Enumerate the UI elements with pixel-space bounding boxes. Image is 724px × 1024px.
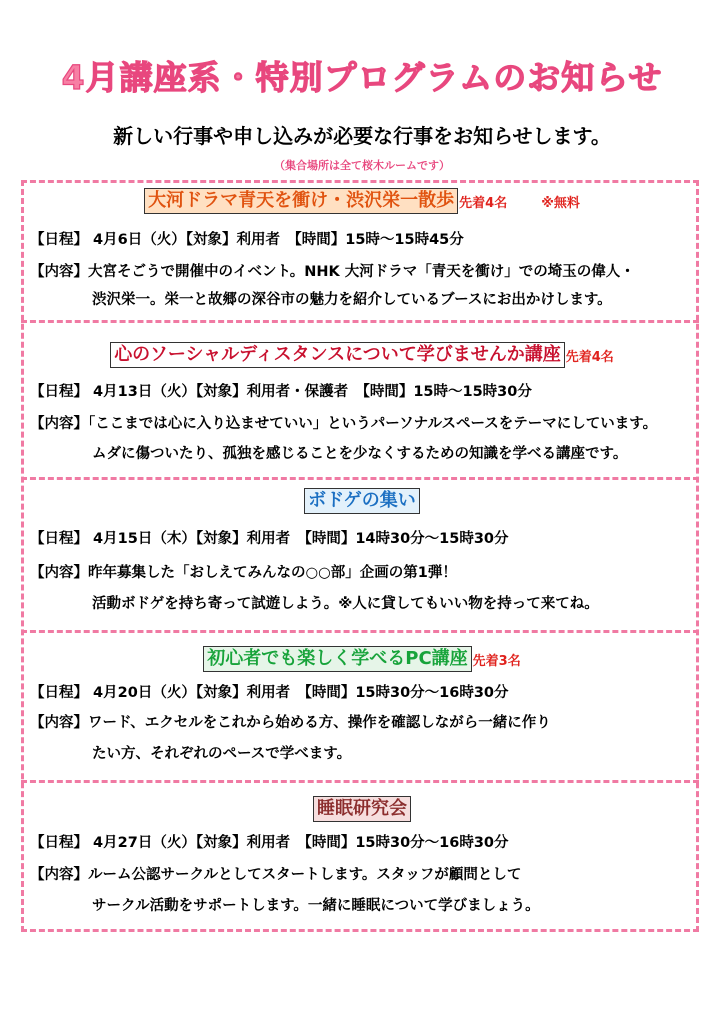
event-heading xyxy=(0,188,724,214)
event-heading xyxy=(0,342,724,368)
capacity-label: 先着4名 xyxy=(565,349,614,365)
event-title: ボドゲの集い xyxy=(304,488,420,514)
event-divider xyxy=(21,630,699,633)
fee-label: ※無料 xyxy=(541,195,580,211)
event-title: 心のソーシャルディスタンスについて学びませんか講座 xyxy=(110,342,565,368)
event-content: 【内容】「ここまでは心に入り込ませていい」というパーソナルスペースをテーマにしています。 xyxy=(30,416,658,432)
event-heading xyxy=(0,646,724,672)
event-heading xyxy=(0,488,724,514)
capacity-label: 先着3名 xyxy=(472,653,521,669)
event-content: ムダに傷ついたり、孤独を感じることを少なくするための知識を学べる講座です。 xyxy=(92,446,628,462)
event-title: 大河ドラマ青天を衝け・渋沢栄一散歩 xyxy=(144,188,458,214)
event-divider xyxy=(21,780,699,783)
event-title: 睡眠研究会 xyxy=(313,796,411,822)
event-divider xyxy=(21,477,699,480)
event-content: 活動ボドゲを持ち寄って試遊しよう。※人に貸してもいい物を持って来てね。 xyxy=(92,596,599,612)
event-schedule: 【日程】 4月6日（火）【対象】利用者 【時間】15時～15時45分 xyxy=(30,232,464,248)
event-content: 渋沢栄一。栄一と故郷の深谷市の魅力を紹介しているブースにお出かけします。 xyxy=(92,292,612,308)
event-content: たい方、それぞれのペースで学べます。 xyxy=(92,746,352,762)
event-schedule: 【日程】 4月15日（木）【対象】利用者 【時間】14時30分～15時30分 xyxy=(30,531,509,547)
event-content: 【内容】ワード、エクセルをこれから始める方、操作を確認しながら一緒に作り xyxy=(30,715,551,731)
event-divider xyxy=(21,320,699,323)
event-title: 初心者でも楽しく学べるPC講座 xyxy=(203,646,471,672)
page-subtitle: 新しい行事や申し込みが必要な行事をお知らせします。 xyxy=(113,124,611,148)
event-content: 【内容】大宮そごうで開催中のイベント。NHK 大河ドラマ「青天を衝け」での埼玉の偉人・ xyxy=(30,264,635,280)
page-title: 4月講座系・特別プログラムのお知らせ xyxy=(61,58,663,97)
event-content: 【内容】昨年募集した「おしえてみんなの○○部」企画の第1弾！ xyxy=(30,565,457,581)
event-content: 【内容】ルーム公認サークルとしてスタートします。スタッフが顧問として xyxy=(30,867,522,883)
event-schedule: 【日程】 4月13日（火）【対象】利用者・保護者 【時間】15時～15時30分 xyxy=(30,384,532,400)
event-heading xyxy=(0,796,724,822)
event-schedule: 【日程】 4月20日（火）【対象】利用者 【時間】15時30分～16時30分 xyxy=(30,685,509,701)
event-content: サークル活動をサポートします。一緒に睡眠について学びましょう。 xyxy=(92,898,540,914)
event-schedule: 【日程】 4月27日（火）【対象】利用者 【時間】15時30分～16時30分 xyxy=(30,835,509,851)
capacity-label: 先着4名 xyxy=(459,195,508,211)
meeting-place-note: （集合場所は全て桜木ルームです） xyxy=(274,159,450,172)
